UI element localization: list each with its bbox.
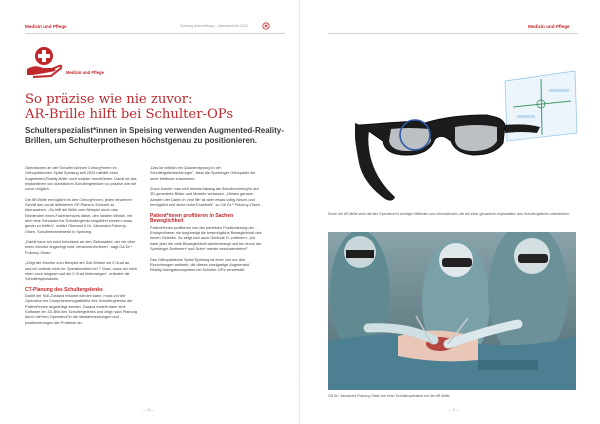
running-header-right: Medizin und Pflege — [528, 24, 570, 29]
paragraph: „Damit kann ich mich behutsam an den Zielzustand, der mir über einen Monitor angezeigt wird, heranmanövrieren", sagt OA Dr.* Pokorny-Olsen. — [25, 240, 136, 255]
section-heading: CT-Planung des Schultergelenks — [25, 286, 103, 293]
close-circle-icon — [262, 22, 270, 30]
photo-caption: OA Dr.* Alexandra Pokorny-Olsen bei einer Schulteroperation mit der AR-Brille. — [328, 394, 451, 398]
paragraph: Patient*innen profitieren von der perfekten Positionierung der Endoprothese: sie begünstigt die bestmögliche Beweglichkeit des neuen Gelenks. So zeigt sich auch Gerlinde H. zufrieden: „Ich habe jetzt die volle Beweglichkeit wiedererlangt und bin durch der Speisinger Ärztinnen* und Ärzte* wieder beschwerdefrei!" — [150, 225, 262, 251]
running-header-center: Spesing Anteweltung – Jahresbericht 2023 — [180, 24, 249, 28]
page-number-left: — 8 — — [143, 408, 155, 412]
paragraph: Operationen an der Schulter können Chirurg*innen im Orthopädischen Spital Speising seit 2023 mithilfe einer Augmented-Reality-Brille noch exakter durchführen. Damit ist das Implantieren von künstlichen Schultergelenken so präzise wie nie zuvor möglich. — [25, 166, 137, 192]
page-number-right: — 9 — — [448, 408, 460, 412]
glasses-caption: Durch die AR-Brille sieht die*der Operateur*in wichtige Hilfslinien und Informationen, die bei einer genaueren Implantation des Schultergelenks unterstützen. — [328, 212, 571, 216]
medical-hand-cross-icon — [25, 44, 63, 78]
article-headline — [25, 93, 285, 122]
paragraph: Zuvor konnte man sich bereits bislang als Schulterchirurg*in auf 3D-generierte Bilder und Modelle verlassen. „Dieses genaue Abrufen der Daten in ‚real life' ist aber etwas völlig Neues und ermöglicht erst diese hohe Exaktheit", so OA Dr.* Pokorny-Olsen. — [150, 187, 261, 208]
paragraph: „Das ist wirklich ein Quantensprung in der Schultergelenkschirurgie", fasst die Speisinger Orthopädin die neue Methode zusammen: — [150, 166, 256, 181]
surgery-photo — [328, 232, 576, 390]
headline-line-2: AR-Brille hilft bei Schulter-OPs — [25, 106, 234, 122]
ar-glasses-image — [355, 63, 580, 208]
paragraph: Die AR-Brille ermöglicht es den Chirurg*innen, jeden einzelnen Schritt des vorab definierten OP-Plans in Echtzeit zu überwachen. „So hilft die Brille zum Beispiel durch das Einblenden eines Fadenkreuzes dabei, den idealen Winkel, mit dem eine Schraube ins Schulterglenkt eingeführt werden muss, genau zu treffen", erklärt Oberarzt Ir Dr. Alexandra Pokorny-Olsen, Schulterteamleiterin in Speising. — [25, 197, 133, 234]
header-rule-left — [25, 33, 285, 34]
category-label: Medizin und Pflege — [66, 70, 104, 75]
text-column-1 — [25, 166, 137, 331]
headline-line-1: So präzise wie nie zuvor: — [25, 92, 193, 107]
text-column-2 — [150, 166, 262, 279]
section-heading — [150, 214, 262, 226]
article-subhead: Schulterspezialist*innen in Speising verwenden Augmented-Reality-Brillen, um Schulterprothesen höchstgenau zu positionieren. — [25, 126, 284, 145]
paragraph: Damit der Soll-Zustand erkannt werden kann, muss vor der Operation ein Computertomografiebild des Schultergelenks der Patient*innen angefertigt werden. Daraus erstellt dann eine Software ein 3D-Bild des Schultergelenks und zeigt nach Planung durch die*den Operateur*in die Idealabmessungen und -positionierungen der Prothese an. — [25, 294, 137, 325]
paragraph: Das Orthopädische Spital Speising ist einer von nur drei Einrichtungen weltweit, die dieses einzigartige Augmented-Reality-Navigationssystem bei Schulter-OPs verwendet. — [150, 257, 251, 273]
section-heading-line-1: Patient*innen profitieren in Sachen — [150, 212, 234, 219]
running-header-left: Medizin und Pflege — [25, 24, 67, 29]
header-rule-right — [328, 33, 578, 34]
paragraph: „Zeigt der Monitor zum Beispiel am Soll-Winkel mit 2 Grad an, und ich befinde mich im Operationsfeld bei 7 Grad, muss ich mich eben noch langsam auf die 2 Grad hinbewegen", erläutert die Schulterspezialistin. — [25, 261, 137, 282]
section-heading-line-2: Beweglichkeit — [150, 218, 184, 225]
